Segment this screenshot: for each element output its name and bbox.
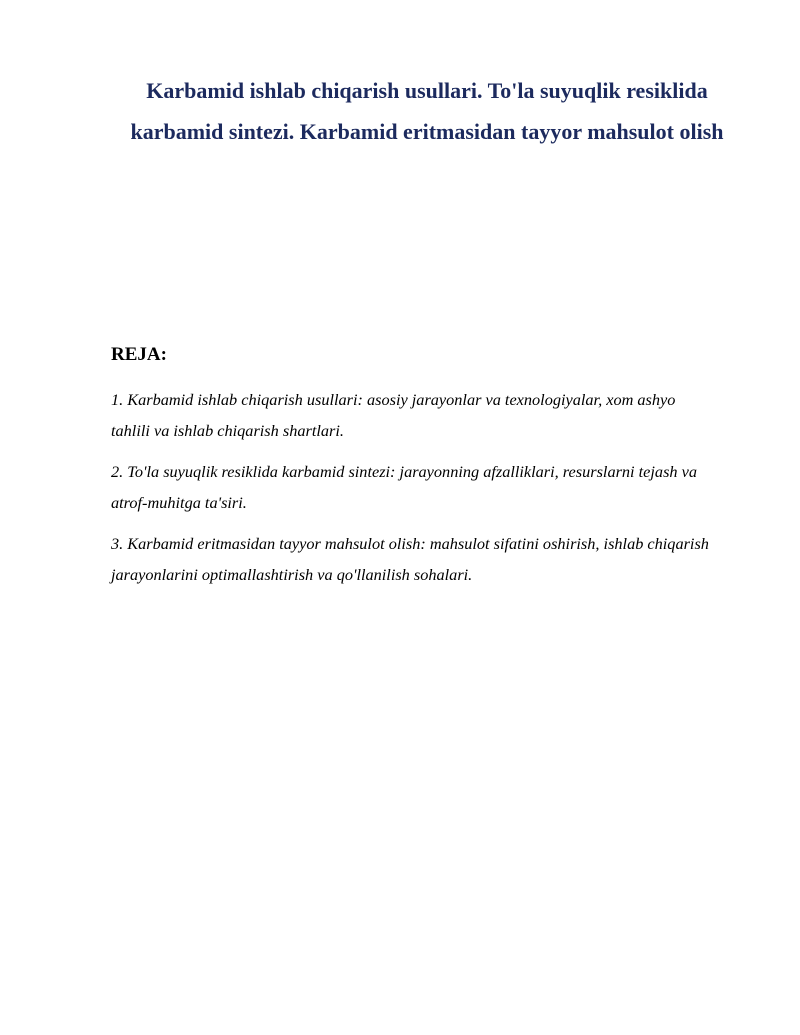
plan-heading: REJA: bbox=[111, 344, 167, 365]
document-title: Karbamid ishlab chiqarish usullari. To'la suyuqlik resiklida karbamid sintezi. Karbamid eritmasidan tayyor mahsulot olish bbox=[130, 78, 724, 144]
plan-item: 1. Karbamid ishlab chiqarish usullari: asosiy jarayonlar va texnologiyalar, xom ashyo tahlili va ishlab chiqarish shartlari. bbox=[111, 390, 676, 440]
plan-item: 3. Karbamid eritmasidan tayyor mahsulot olish: mahsulot sifatini oshirish, ishlab chiqarish jarayonlarini optimallashtirish va qo'llanilish sohalari. bbox=[111, 534, 709, 584]
plan-section bbox=[111, 340, 711, 600]
plan-item: 2. To'la suyuqlik resiklida karbamid sintezi: jarayonning afzalliklari, resurslarni tejash va atrof-muhitga ta'siri. bbox=[111, 462, 697, 512]
plan-list bbox=[111, 384, 711, 590]
